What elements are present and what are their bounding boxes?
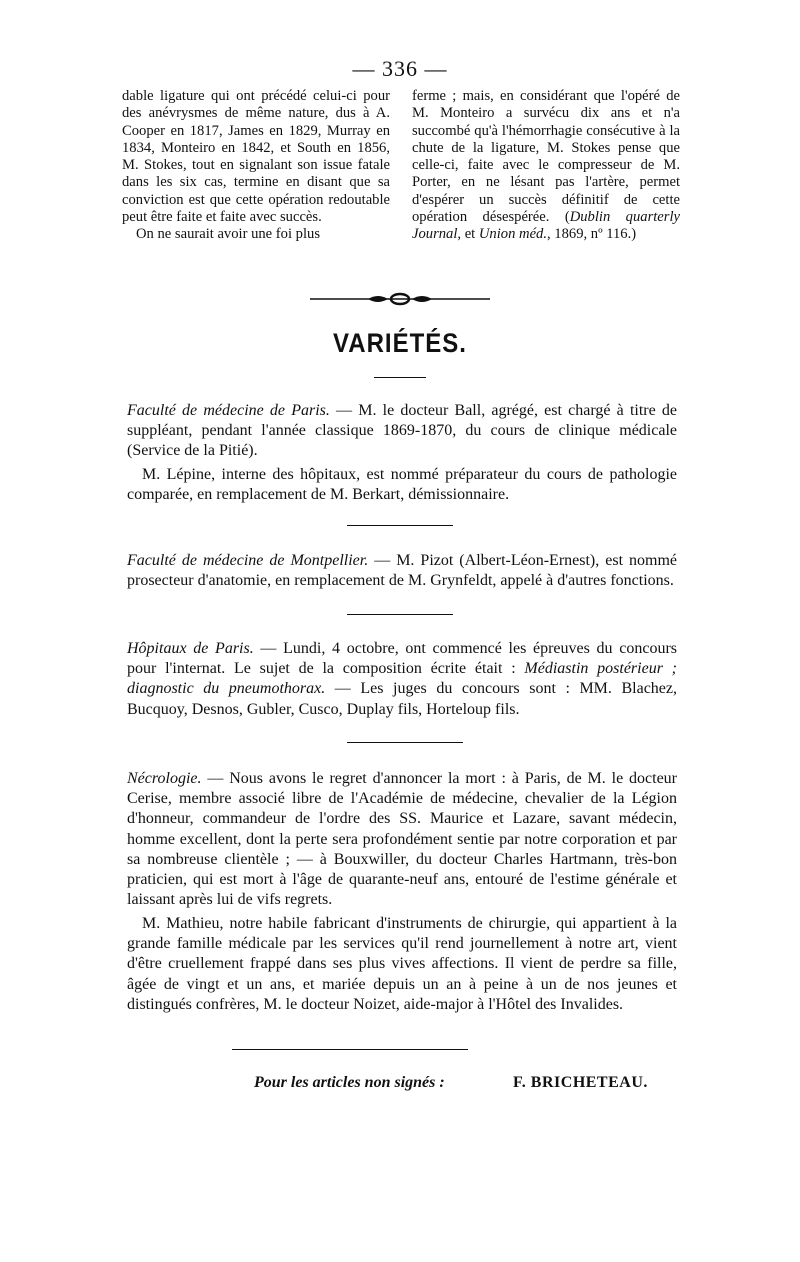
separator-rule	[347, 742, 463, 743]
item-hopitaux-paris	[127, 639, 677, 720]
item-faculte-montpellier	[127, 551, 677, 591]
item-necrologie	[127, 769, 677, 910]
item-text: — Lundi, 4 octobre, ont commencé les épreuves du concours pour l'internat. Le sujet de la composition écrite était :	[127, 640, 677, 678]
reference-tail: , 1869, nº 116.)	[547, 226, 637, 243]
separator-rule	[347, 525, 453, 526]
item-heading: Hôpitaux de Paris.	[127, 640, 254, 657]
footer-rule	[232, 1049, 468, 1050]
item-text-2: — Les juges du concours sont : MM. Blachez, Bucquoy, Desnos, Gubler, Cusco, Duplay fils, Horteloup fils.	[127, 680, 677, 718]
item-heading: Nécrologie.	[127, 770, 202, 787]
reference-journal-union: Union méd.	[478, 226, 547, 243]
title-underline	[374, 377, 426, 378]
right-column	[412, 88, 680, 244]
left-column-paragraph-2: On ne saurait avoir une foi plus	[136, 226, 320, 243]
left-column	[122, 88, 390, 244]
composition-subject: Médiastin postérieur ; diagnostic du pneumothorax.	[127, 660, 678, 698]
reference-journal-dublin: Dublin quarterly Journal	[412, 209, 680, 243]
ornament-divider	[310, 292, 490, 306]
item-heading: Faculté de médecine de Paris.	[127, 402, 330, 419]
separator-rule	[347, 614, 453, 615]
right-column-text: ferme ; mais, en considérant que l'opéré de M. Monteiro a survécu dix ans et n'a succombé qu'à l'hémorrhagie consécutive à la chute de la ligature, M. Stokes pense que celle-ci, faite avec le compresseur de M. Porter, en ne lésant pas l'artère, permet d'espérer un succès définitif de cette opération désespérée. (	[412, 88, 680, 226]
item-faculte-paris	[127, 401, 677, 462]
page-number: — 336 —	[352, 56, 448, 81]
footer-author: F. BRICHETEAU.	[513, 1074, 648, 1091]
item-text: — M. Pizot (Albert-Léon-Ernest), est nommé prosecteur d'anatomie, en remplacement de M. Grynfeldt, appelé à d'autres fonctions.	[127, 552, 677, 590]
item-text: — M. le docteur Ball, agrégé, est chargé à titre de suppléant, pendant l'année classique 1869-1870, du cours de clinique médicale (Service de la Pitié).	[127, 402, 677, 460]
item-faculte-paris-2: M. Lépine, interne des hôpitaux, est nommé préparateur du cours de pathologie comparée, en remplacement de M. Berkart, démissionnaire.	[127, 466, 677, 504]
right-column-paragraph	[412, 88, 680, 244]
section-title: VARIÉTÉS.	[333, 328, 467, 359]
item-text: — Nous avons le regret d'annoncer la mort : à Paris, de M. le docteur Cerise, membre associé libre de l'Académie de médecine, chevalier de la Légion d'honneur, commandeur de l'ordre des SS. Maurice et Lazare, savant médecin, homme excellent, dont la perte sera profondément sentie par notre corporation et par sa nombreuse clientèle ; — à Bouxwiller, du docteur Charles Hartmann, très-bon praticien, qui est mort à l'âge de quarante-neuf ans, entouré de l'estime générale et laissant après lui de vifs regrets.	[127, 770, 677, 909]
item-necrologie-2: M. Mathieu, notre habile fabricant d'instruments de chirurgie, qui appartient à la grande famille médicale par les services qu'il rend journellement à notre art, vient d'être cruellement frappé dans ses plus vives affections. Il vient de perdre sa fille, âgée de vingt et un ans, et mariée depuis un an à peine à un de nos jeunes et distingués confrères, M. le docteur Noizet, aide-major à l'Hôtel des Invalides.	[127, 915, 677, 1013]
footer-label: Pour les articles non signés :	[254, 1074, 445, 1091]
item-heading: Faculté de médecine de Montpellier.	[127, 552, 369, 569]
reference-connector: , et	[457, 226, 479, 243]
two-column-continuation	[122, 88, 682, 288]
left-column-paragraph: dable ligature qui ont précédé celui-ci pour des anévrysmes de même nature, dus à A. Cooper en 1817, James en 1829, Murray en 1834, Monteiro en 1842, et South en 1856, M. Stokes, tout en signalant son issue fatale dans les six cas, termine en disant que sa conviction est que cette opération redoutable peut être faite et faite avec succès.	[122, 88, 390, 226]
